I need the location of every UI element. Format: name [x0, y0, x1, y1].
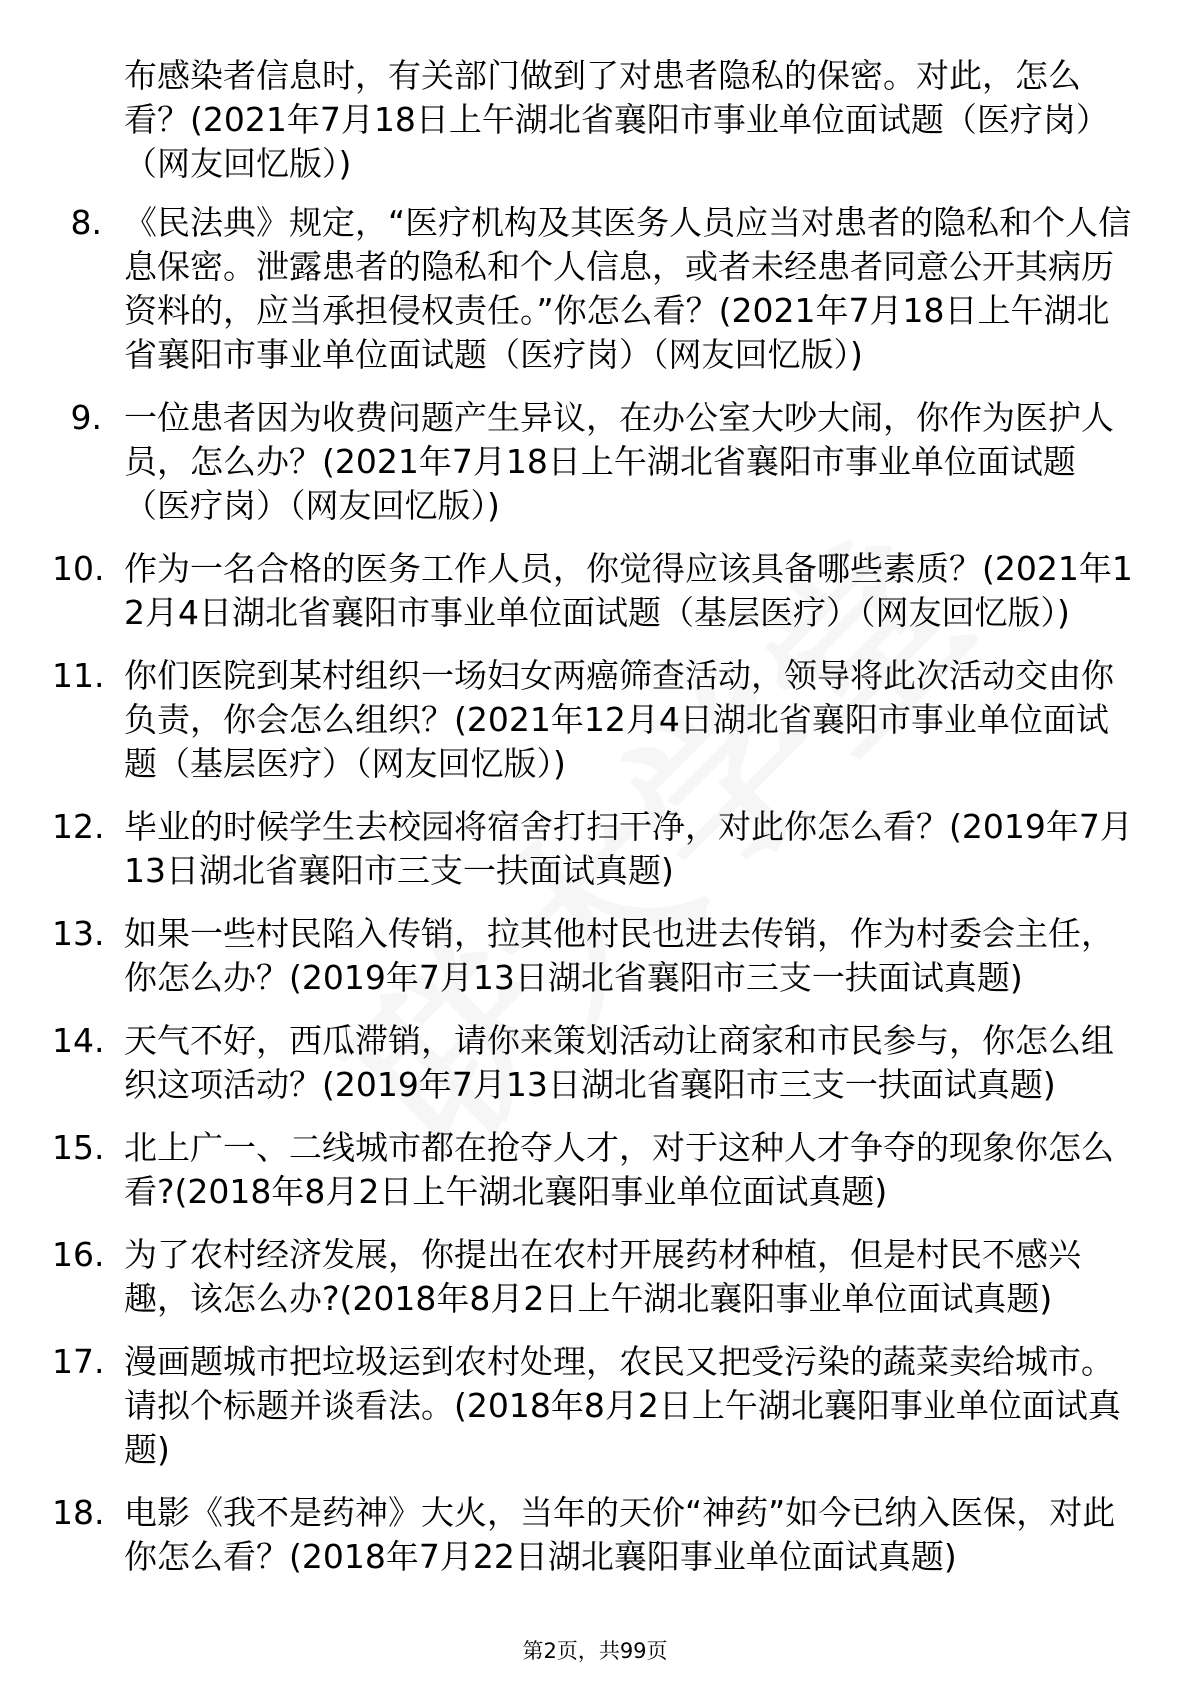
question-text: 漫画题城市把垃圾运到农村处理，农民又把受污染的蔬菜卖给城市。请拟个标题并谈看法。(2018年8月2日上午湖北襄阳事业单位面试真题): [124, 1342, 1121, 1469]
question-text: 北上广一、二线城市都在抢夺人才，对于这种人才争夺的现象你怎么看?(2018年8月2日上午湖北襄阳事业单位面试真题): [124, 1128, 1114, 1211]
list-item: [0, 201, 1190, 377]
question-number: 17.: [52, 1342, 105, 1381]
question-number: 18.: [52, 1493, 105, 1532]
question-number: 16.: [52, 1235, 105, 1274]
question-number: 15.: [52, 1128, 105, 1167]
question-number: 14.: [52, 1021, 105, 1060]
question-list: [0, 201, 1190, 1598]
question-number: 8.: [70, 203, 102, 242]
question-number: 12.: [52, 807, 105, 846]
question-text: 天气不好，西瓜滞销，请你来策划活动让商家和市民参与，你怎么组织这项活动？(2019年7月13日湖北省襄阳市三支一扶面试真题): [124, 1021, 1114, 1104]
question-text: 毕业的时候学生去校园将宿舍打扫干净，对此你怎么看？(2019年7月13日湖北省襄阳市三支一扶面试真题): [124, 807, 1133, 890]
question-text: 《民法典》规定，“医疗机构及其医务人员应当对患者的隐私和个人信息保密。泄露患者的隐私和个人信息，或者未经患者同意公开其病历资料的，应当承担侵权责任。”你怎么看？(2021年7月18日上午湖北省襄阳市事业单位面试题（医疗岗）（网友回忆版）): [124, 203, 1132, 374]
list-item: [0, 547, 1190, 635]
list-item: [0, 805, 1190, 893]
question-number: 13.: [52, 914, 105, 953]
question-text: 如果一些村民陷入传销，拉其他村民也进去传销，作为村委会主任，你怎么办？(2019年7月13日湖北省襄阳市三支一扶面试真题): [124, 914, 1114, 997]
question-text: 一位患者因为收费问题产生异议，在办公室大吵大闹，你作为医护人员，怎么办？(2021年7月18日上午湖北省襄阳市事业单位面试题（医疗岗）（网友回忆版）): [124, 398, 1114, 525]
list-item: [0, 1340, 1190, 1472]
question-text: 为了农村经济发展，你提出在农村开展药材种植，但是村民不感兴趣，该怎么办?(2018年8月2日上午湖北襄阳事业单位面试真题): [124, 1235, 1081, 1318]
list-item: [0, 1019, 1190, 1107]
continued-question-text: 布感染者信息时，有关部门做到了对患者隐私的保密。对此，怎么看？(2021年7月18日上午湖北省襄阳市事业单位面试题（医疗岗）（网友回忆版）): [124, 56, 1109, 183]
list-item: [0, 1126, 1190, 1214]
question-text: 电影《我不是药神》大火，当年的天价“神药”如今已纳入医保，对此你怎么看？(2018年7月22日湖北襄阳事业单位面试真题): [124, 1493, 1116, 1576]
question-number: 11.: [52, 656, 105, 695]
question-number: 9.: [70, 398, 102, 437]
list-item: [0, 1491, 1190, 1579]
question-text: 你们医院到某村组织一场妇女两癌筛查活动，领导将此次活动交由你负责，你会怎么组织？(2021年12月4日湖北省襄阳市事业单位面试题（基层医疗）（网友回忆版）): [124, 656, 1114, 783]
question-text: 作为一名合格的医务工作人员，你觉得应该具备哪些素质？(2021年12月4日湖北省襄阳市事业单位面试题（基层医疗）（网友回忆版）): [124, 549, 1133, 632]
page-number: 第2页，共99页: [522, 1639, 668, 1663]
list-item: [0, 654, 1190, 786]
question-number: 10.: [52, 549, 105, 588]
list-item: [0, 396, 1190, 528]
list-item: [0, 1233, 1190, 1321]
list-item: [0, 912, 1190, 1000]
